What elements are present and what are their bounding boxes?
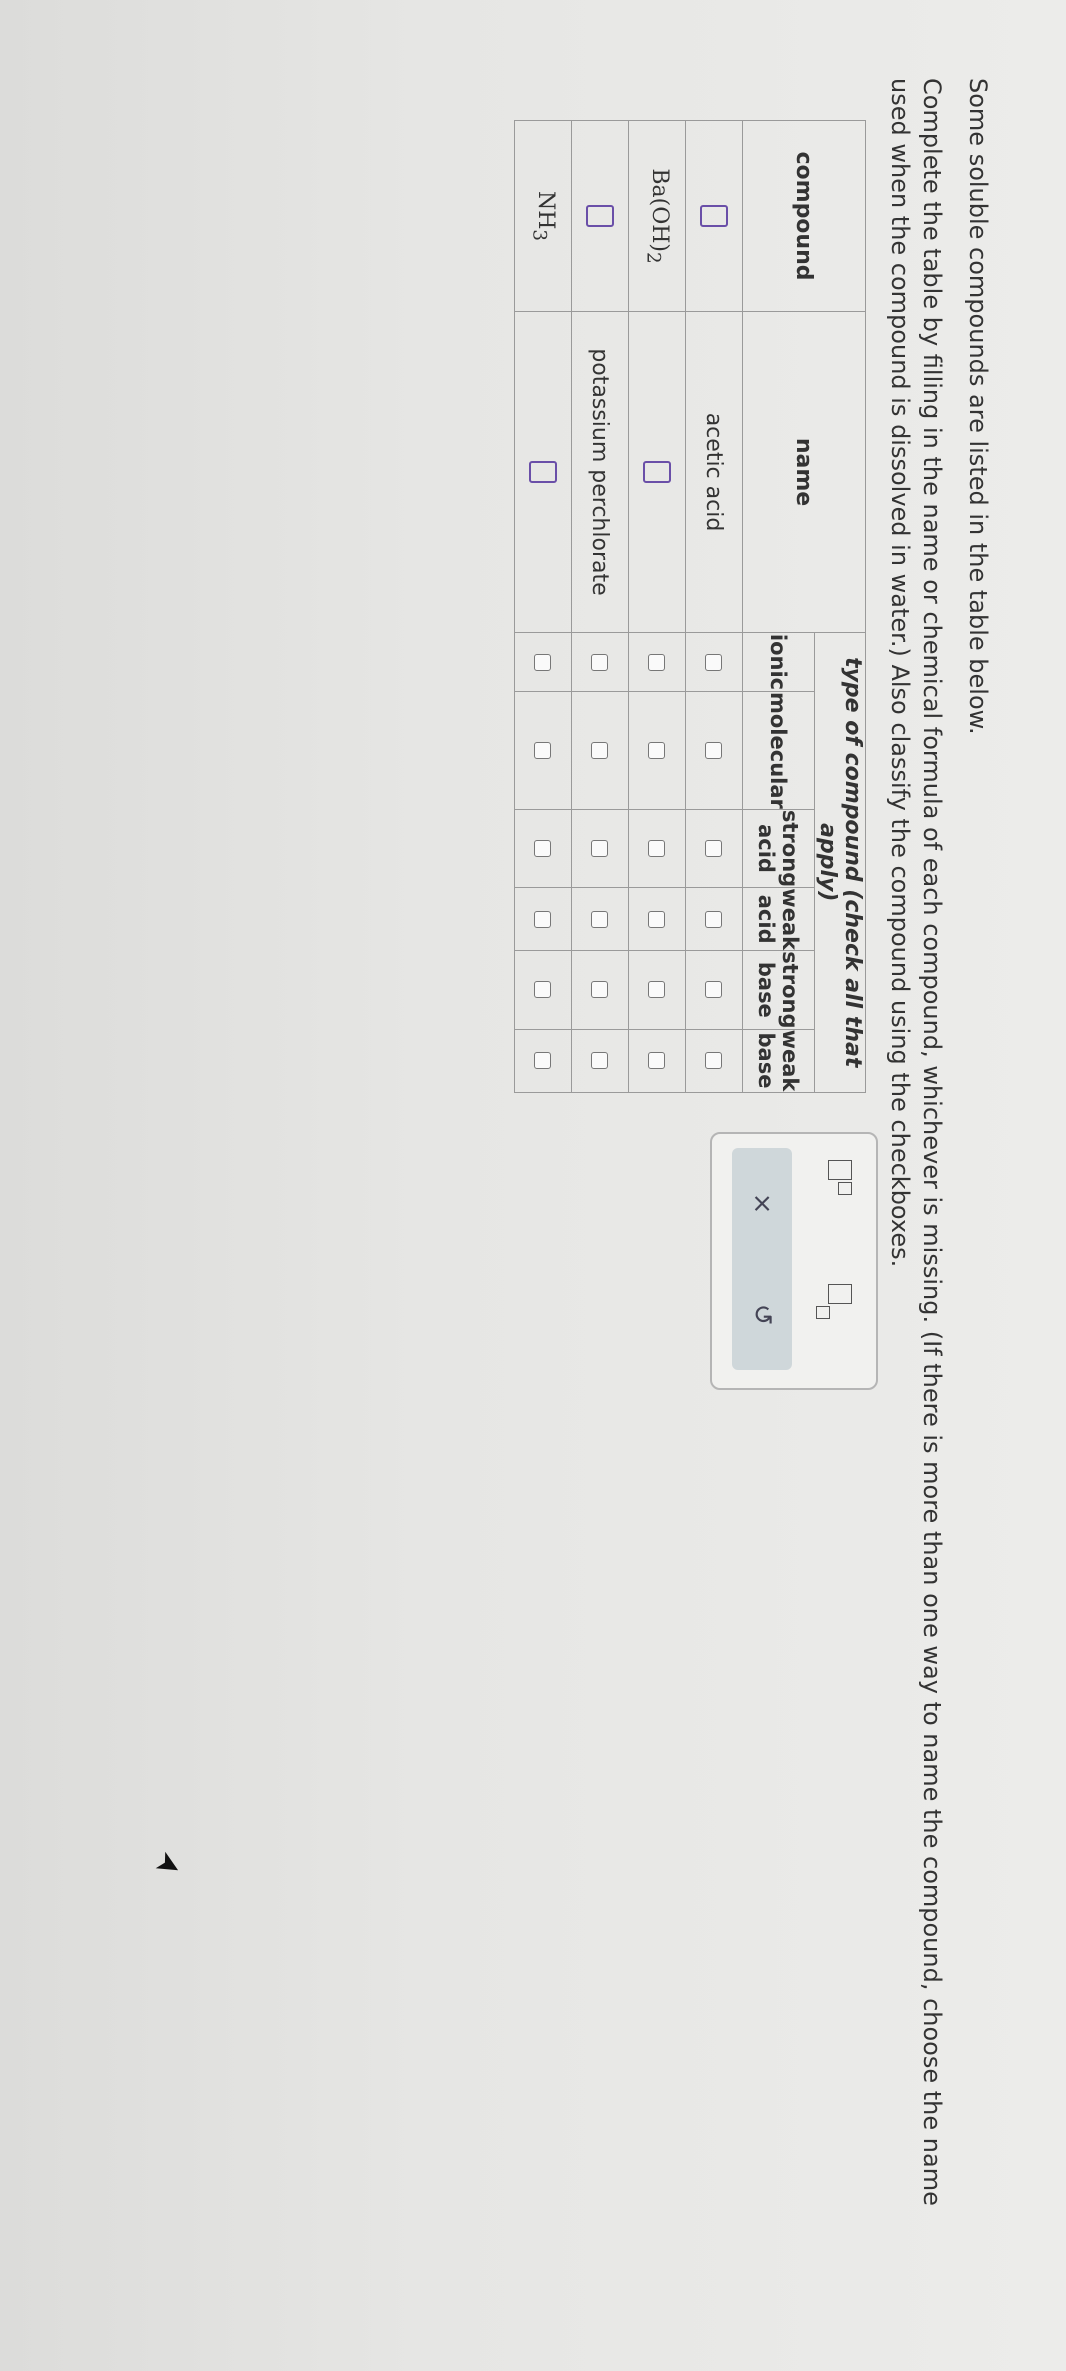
ionic-checkbox[interactable] (534, 654, 551, 671)
type-of-compound-header: type of compound (check all that apply) (815, 633, 866, 1093)
weak-acid-checkbox[interactable] (648, 911, 665, 928)
compound-table (514, 120, 866, 1093)
weak-base-checkbox[interactable] (648, 1052, 665, 1069)
compound-cell (686, 121, 743, 312)
strong-base-checkbox[interactable] (705, 981, 722, 998)
formula-input[interactable] (700, 205, 728, 227)
weak-base-checkbox[interactable] (591, 1052, 608, 1069)
table-row (686, 121, 743, 1093)
strong-base-checkbox[interactable] (534, 981, 551, 998)
weak-acid-checkbox[interactable] (705, 911, 722, 928)
type-header-molecular: molecular (743, 692, 815, 810)
name-column-header: name (743, 312, 866, 633)
strong-acid-checkbox[interactable] (648, 840, 665, 857)
subscript-icon (828, 1284, 852, 1304)
strong-acid-checkbox[interactable] (705, 840, 722, 857)
undo-button[interactable]: ↺ (747, 1303, 777, 1326)
name-input[interactable] (643, 461, 671, 483)
superscript-icon (828, 1160, 852, 1180)
ionic-checkbox[interactable] (648, 654, 665, 671)
ionic-checkbox[interactable] (591, 654, 608, 671)
table-row (515, 121, 572, 1093)
strong-acid-checkbox[interactable] (534, 840, 551, 857)
formula-text: $NH_3$ (528, 190, 558, 242)
compound-cell (572, 121, 629, 312)
name-cell (515, 312, 572, 633)
type-header-strong-acid: strong acid (743, 809, 815, 887)
molecular-checkbox[interactable] (705, 742, 722, 759)
strong-acid-checkbox[interactable] (591, 840, 608, 857)
compound-column-header: compound (743, 121, 866, 312)
instructions-text: Complete the table by filling in the name or chemical formula of each compound, whichever is missing. (If there is more than one way to name the compound, choose the name used when the compound is dissolved in water.) Also classify the compound using the checkboxes. (886, 78, 946, 2206)
name-cell: potassium perchlorate (572, 312, 629, 633)
weak-base-checkbox[interactable] (705, 1052, 722, 1069)
name-cell: acetic acid (686, 312, 743, 633)
compound-cell (515, 121, 572, 312)
intro-text: Some soluble compounds are listed in the table below. (964, 78, 992, 735)
mouse-cursor-icon: ➤ (148, 1843, 189, 1887)
type-header-ionic: ionic (743, 633, 815, 692)
type-header-strong-base: strong base (743, 951, 815, 1029)
clear-button[interactable]: × (747, 1192, 777, 1215)
formula-text: $Ba(OH)_2$ (642, 168, 672, 264)
weak-acid-checkbox[interactable] (534, 911, 551, 928)
name-cell (629, 312, 686, 633)
table-row (572, 121, 629, 1093)
subscript-button[interactable] (824, 1284, 852, 1319)
weak-base-checkbox[interactable] (534, 1052, 551, 1069)
strong-base-checkbox[interactable] (591, 981, 608, 998)
panel-action-bar (732, 1148, 792, 1370)
ionic-checkbox[interactable] (705, 654, 722, 671)
name-input[interactable] (529, 461, 557, 483)
molecular-checkbox[interactable] (591, 742, 608, 759)
weak-acid-checkbox[interactable] (591, 911, 608, 928)
header-row (815, 121, 866, 1093)
formula-input[interactable] (586, 205, 614, 227)
strong-base-checkbox[interactable] (648, 981, 665, 998)
type-header-weak-acid: weak acid (743, 888, 815, 951)
compound-cell (629, 121, 686, 312)
math-input-panel (710, 1132, 878, 1390)
superscript-button[interactable] (824, 1160, 852, 1195)
type-header-weak-base: weak base (743, 1029, 815, 1092)
molecular-checkbox[interactable] (534, 742, 551, 759)
molecular-checkbox[interactable] (648, 742, 665, 759)
table-row (629, 121, 686, 1093)
